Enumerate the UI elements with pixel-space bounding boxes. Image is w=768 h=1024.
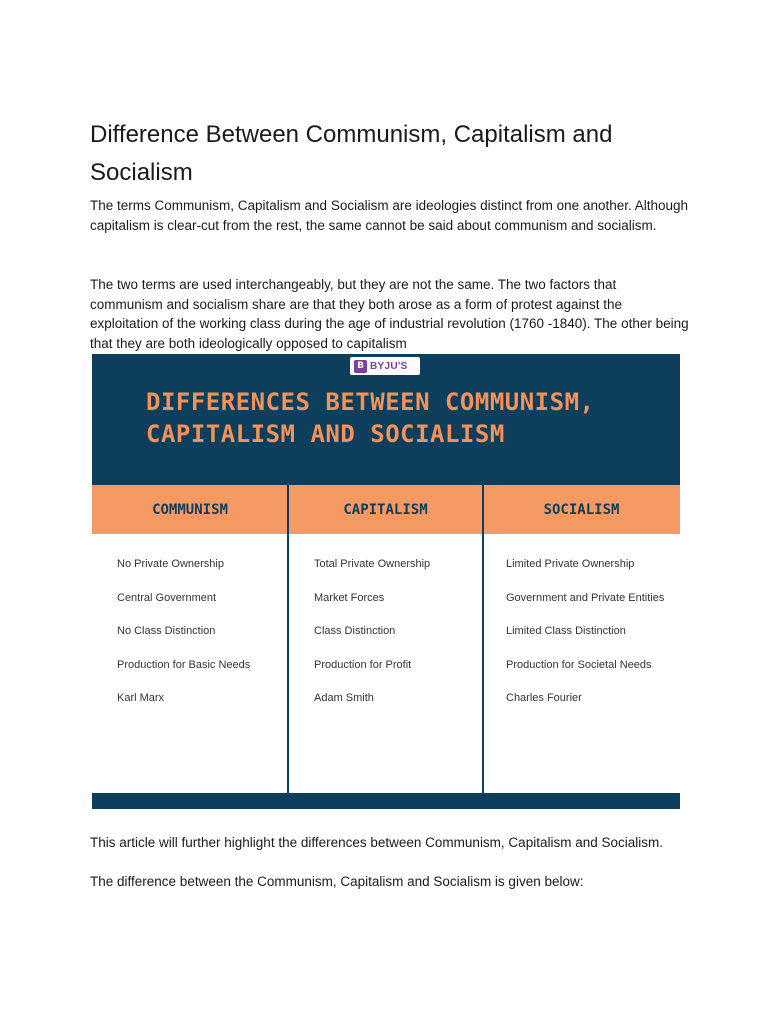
list-item: Limited Class Distinction xyxy=(506,625,626,638)
infographic-title-line-2: CAPITALISM AND SOCIALISM xyxy=(146,420,505,448)
infographic-title-line-1: DIFFERENCES BETWEEN COMMUNISM, xyxy=(146,388,595,416)
list-item: Charles Fourier xyxy=(506,692,582,705)
infographic-footer xyxy=(92,793,680,809)
list-item: Production for Societal Needs xyxy=(506,658,652,671)
list-item: Central Government xyxy=(117,591,217,604)
list-item: Government and Private Entities xyxy=(506,591,665,604)
second-paragraph: The two terms are used interchangeably, but they are not the same. The two factors that communism and socialism share are that they both arose as a form of protest against the exploitation of the working class during the age of industrial revolution (1760 -1840). The other being that they are both ideologically opposed to capitalism xyxy=(90,277,689,351)
socialism-list xyxy=(506,557,664,725)
comparison-infographic xyxy=(92,354,680,809)
list-item: Total Private Ownership xyxy=(314,558,431,570)
list-item: Karl Marx xyxy=(117,692,165,705)
capitalism-list xyxy=(314,557,430,725)
byjus-logo xyxy=(350,357,420,375)
brand-name: BYJU'S xyxy=(370,360,408,372)
fourth-paragraph: The difference between the Communism, Capitalism and Socialism is given below: xyxy=(90,874,584,889)
list-item: No Class Distinction xyxy=(117,625,216,638)
infographic-title xyxy=(146,386,666,450)
list-item: Limited Private Ownership xyxy=(506,558,635,570)
column-heading-capitalism: CAPITALISM xyxy=(343,501,428,518)
list-item: No Private Ownership xyxy=(117,558,224,570)
communism-list xyxy=(117,557,250,725)
list-item: Market Forces xyxy=(314,591,385,604)
column-heading-socialism: SOCIALISM xyxy=(543,501,620,518)
byjus-logo-icon: B xyxy=(354,360,367,373)
list-item: Production for Basic Needs xyxy=(117,658,251,671)
column-heading-communism: COMMUNISM xyxy=(152,501,228,518)
list-item: Class Distinction xyxy=(314,625,396,638)
intro-paragraph: The terms Communism, Capitalism and Socialism are ideologies distinct from one another. Although capitalism is clear-cut from the rest, the same cannot be said about communism and socialism. xyxy=(90,198,689,233)
list-item: Adam Smith xyxy=(314,692,374,705)
article-title: Difference Between Communism, Capitalism and Socialism xyxy=(90,121,613,186)
column-divider xyxy=(482,485,484,793)
list-item: Production for Profit xyxy=(314,658,412,671)
column-divider xyxy=(287,485,289,793)
third-paragraph: This article will further highlight the differences between Communism, Capitalism and Socialism. xyxy=(90,835,663,850)
